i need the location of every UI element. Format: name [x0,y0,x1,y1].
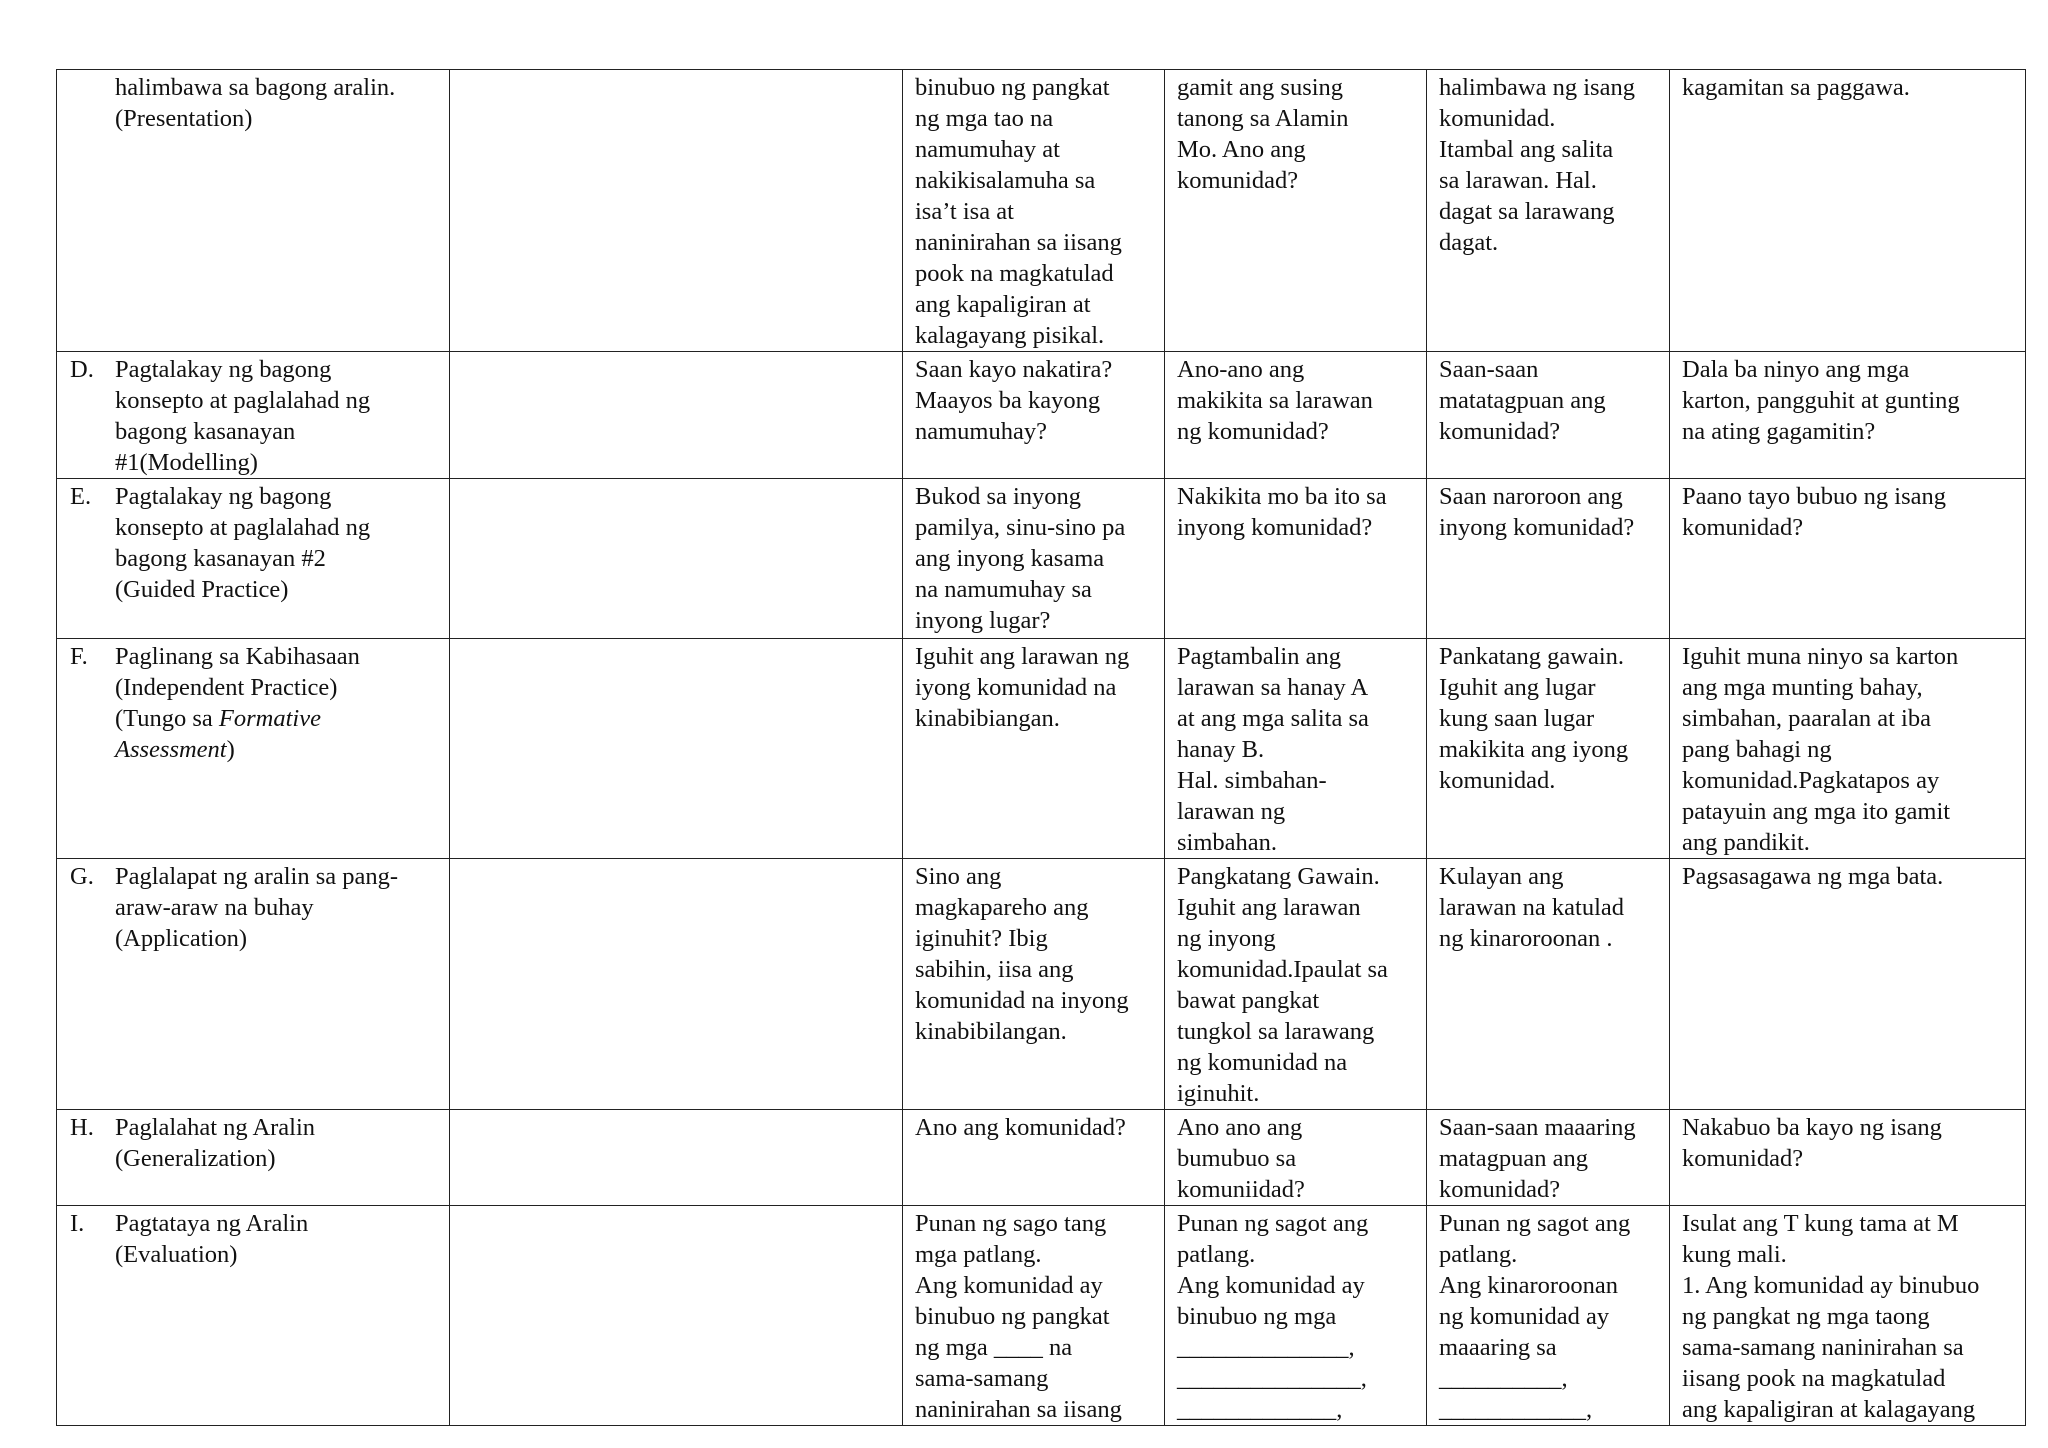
table-row [57,639,2026,859]
day1-cell [903,479,1165,639]
row-label: Pagtalakay ng bagong konsepto at paglalahad ng bagong kasanayan #2 (Guided Practice) [115,483,371,603]
day4-text: Paano tayo bubuo ng isang komunidad? [1682,483,1947,541]
blank-cell [450,1206,903,1426]
day1-text: binubuo ng pangkat ng mga tao na namumuhay at nakikisalamuha sa isa’t isa at naninirahan sa iisang pook na magkatulad ang kapaligiran at kalagayang pisikal. [915,74,1122,349]
row-label: halimbawa sa bagong aralin. (Presentation) [115,74,396,132]
tungo-text: (Tungo sa [115,705,219,732]
day4-cell [1670,352,2026,479]
day4-cell [1670,1206,2026,1426]
day3-text: Kulayan ang larawan na katulad ng kinaroroonan . [1439,863,1625,952]
row-label-cell [57,639,450,859]
table-row [57,859,2026,1110]
day3-text: Saan naroroon ang inyong komunidad? [1439,483,1635,541]
row-label-cell [57,352,450,479]
row-label-line [115,734,437,765]
day2-text: Pangkatang Gawain. Iguhit ang larawan ng inyong komunidad.Ipaulat sa bawat pangkat tungkol sa larawang ng komunidad na iginuhit. [1177,863,1388,1107]
day2-text: Punan ng sagot ang patlang. Ang komunidad ay binubuo ng mga ______________, _______________, _____________, [1177,1210,1369,1423]
day1-cell [903,1110,1165,1206]
day1-text: Ano ang komunidad? [915,1114,1126,1141]
day3-cell [1427,479,1670,639]
assessment-text: Assessment [115,736,227,763]
row-letter: I. [70,1210,85,1237]
day1-text: Bukod sa inyong pamilya, sinu-sino pa ang inyong kasama na namumuhay sa inyong lugar? [915,483,1126,634]
day3-cell [1427,1206,1670,1426]
row-label-cell [57,479,450,639]
row-label-cell [57,1206,450,1426]
day4-text: kagamitan sa paggawa. [1682,74,1910,101]
day1-cell [903,70,1165,352]
day4-cell [1670,1110,2026,1206]
day4-cell [1670,479,2026,639]
day3-cell [1427,1110,1670,1206]
day3-cell [1427,352,1670,479]
row-letter: G. [70,863,94,890]
day2-cell [1165,1110,1427,1206]
day3-text: Punan ng sagot ang patlang. Ang kinaroroonan ng komunidad ay maaaring sa __________, ____________, [1439,1210,1631,1423]
row-label-cell [57,859,450,1110]
day4-text: Iguhit muna ninyo sa karton ang mga munting bahay, simbahan, paaralan at iba pang bahagi ng komunidad.Pagkatapos ay patayuin ang mga ito gamit ang pandikit. [1682,643,1959,856]
day3-text: Saan-saan maaaring matagpuan ang komunidad? [1439,1114,1636,1203]
lesson-plan-table [56,69,2026,1426]
day4-text: Isulat ang T kung tama at M kung mali. 1. Ang komunidad ay binubuo ng pangkat ng mga taong sama-samang naninirahan sa iisang pook na magkatulad ang kapaligiran at kalagayang [1682,1210,1980,1423]
day2-cell [1165,859,1427,1110]
row-letter: D. [70,356,94,383]
day4-cell [1670,859,2026,1110]
row-letter: H. [70,1114,94,1141]
row-label-line: (Independent Practice) [115,674,338,701]
day2-text: gamit ang susing tanong sa Alamin Mo. Ano ang komunidad? [1177,74,1349,194]
day3-cell [1427,639,1670,859]
table-row [57,1206,2026,1426]
blank-cell [450,1110,903,1206]
day1-cell [903,639,1165,859]
blank-cell [450,859,903,1110]
table-row [57,70,2026,352]
day2-cell [1165,1206,1427,1426]
row-label-line [115,703,437,734]
day3-text: halimbawa ng isang komunidad. Itambal ang salita sa larawan. Hal. dagat sa larawang dagat. [1439,74,1635,256]
day1-text: Iguhit ang larawan ng iyong komunidad na kinabibiangan. [915,643,1130,732]
close-paren: ) [226,736,235,763]
blank-cell [450,352,903,479]
day2-text: Ano ano ang bumubuo sa komuniidad? [1177,1114,1305,1203]
row-label: Pagtalakay ng bagong konsepto at paglalahad ng bagong kasanayan #1(Modelling) [115,356,371,476]
day2-cell [1165,70,1427,352]
row-label-cell [57,70,450,352]
day1-cell [903,352,1165,479]
day2-text: Pagtambalin ang larawan sa hanay A at ang mga salita sa hanay B. Hal. simbahan- larawan ng simbahan. [1177,643,1369,856]
day4-text: Pagsasagawa ng mga bata. [1682,863,1944,890]
row-label: Paglalapat ng aralin sa pang- araw-araw na buhay (Application) [115,863,399,952]
day1-cell [903,859,1165,1110]
day1-text: Punan ng sago tang mga patlang. Ang komunidad ay binubuo ng pangkat ng mga ____ na sama-samang naninirahan sa iisang [915,1210,1122,1423]
formative-text: Formative [218,705,321,732]
day2-cell [1165,352,1427,479]
row-label: Paglalahat ng Aralin (Generalization) [115,1114,316,1172]
row-label-line: Paglinang sa Kabihasaan [115,643,360,670]
day4-text: Nakabuo ba kayo ng isang komunidad? [1682,1114,1942,1172]
day2-cell [1165,479,1427,639]
day3-cell [1427,70,1670,352]
day4-text: Dala ba ninyo ang mga karton, pangguhit at gunting na ating gagamitin? [1682,356,1960,445]
day3-text: Pankatang gawain. Iguhit ang lugar kung saan lugar makikita ang iyong komunidad. [1439,643,1629,794]
day2-text: Ano-ano ang makikita sa larawan ng komunidad? [1177,356,1373,445]
day2-text: Nakikita mo ba ito sa inyong komunidad? [1177,483,1387,541]
blank-cell [450,639,903,859]
row-label-cell [57,1110,450,1206]
row-letter: E. [70,483,92,510]
day2-cell [1165,639,1427,859]
day1-text: Sino ang magkapareho ang iginuhit? Ibig sabihin, iisa ang komunidad na inyong kinabibilangan. [915,863,1129,1045]
table-row [57,1110,2026,1206]
table-row [57,352,2026,479]
row-letter: F. [70,643,88,670]
day4-cell [1670,70,2026,352]
day1-text: Saan kayo nakatira? Maayos ba kayong namumuhay? [915,356,1113,445]
day1-cell [903,1206,1165,1426]
day3-cell [1427,859,1670,1110]
blank-cell [450,479,903,639]
table-row [57,479,2026,639]
day4-cell [1670,639,2026,859]
blank-cell [450,70,903,352]
row-label: Pagtataya ng Aralin (Evaluation) [115,1210,309,1268]
day3-text: Saan-saan matatagpuan ang komunidad? [1439,356,1606,445]
